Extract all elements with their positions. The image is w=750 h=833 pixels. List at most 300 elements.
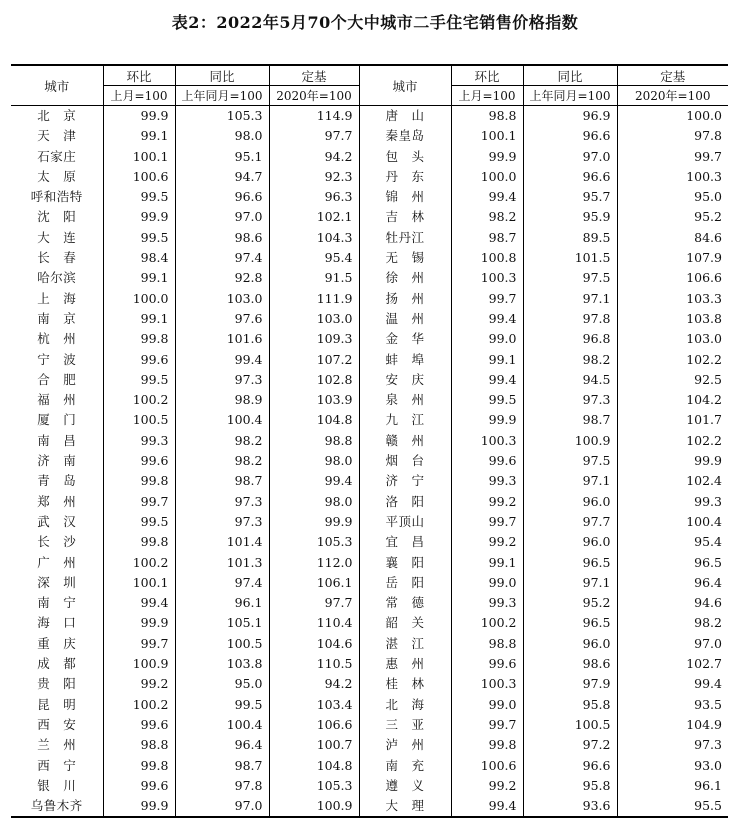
- mom-value-right: 100.3: [451, 431, 523, 451]
- mom-value-left: 99.4: [103, 593, 175, 613]
- fixed-value-left: 94.2: [269, 147, 359, 167]
- fixed-value-left: 97.7: [269, 126, 359, 146]
- city-name-right: 襄 阳: [359, 553, 451, 573]
- yoy-base-left: 上年同月=100: [175, 86, 269, 106]
- mom-value-left: 99.1: [103, 126, 175, 146]
- mom-value-left: 99.9: [103, 106, 175, 127]
- city-name-right: 扬 州: [359, 289, 451, 309]
- yoy-value-left: 96.6: [175, 187, 269, 207]
- yoy-value-right: 97.0: [523, 147, 617, 167]
- fixed-value-right: 102.7: [686, 656, 722, 672]
- yoy-value-left: 98.2: [175, 451, 269, 471]
- mom-value-right: 99.3: [451, 593, 523, 613]
- fixed-value-right: 95.5: [617, 796, 728, 817]
- city-name-right: 徐 州: [359, 268, 451, 288]
- mom-value-left: 100.2: [103, 553, 175, 573]
- yoy-value-right: 97.1: [523, 471, 617, 491]
- mom-value-right: 99.0: [451, 573, 523, 593]
- fixed-value-left: 104.8: [269, 756, 359, 776]
- table-row: [11, 350, 728, 370]
- city-name-right: 烟 台: [359, 451, 451, 471]
- yoy-value-left: 97.4: [175, 248, 269, 268]
- mom-value-left: 98.4: [103, 248, 175, 268]
- city-name-right: 九 江: [359, 410, 451, 430]
- table-row: [11, 390, 728, 410]
- city-header-right: 城市: [359, 65, 451, 106]
- mom-value-left: 99.8: [103, 329, 175, 349]
- city-name-left: 西 安: [11, 715, 103, 735]
- mom-value-left: 99.8: [103, 532, 175, 552]
- yoy-value-left: 95.1: [175, 147, 269, 167]
- fixed-value-right: 94.6: [694, 595, 722, 611]
- fixed-value-left: 110.5: [269, 654, 359, 674]
- table-row: [11, 512, 728, 532]
- city-name-left: 海 口: [11, 613, 103, 633]
- mom-value-left: 99.8: [103, 756, 175, 776]
- city-name-left: 宁 波: [11, 350, 103, 370]
- city-name-right: 丹 东: [359, 167, 451, 187]
- mom-value-right: 99.9: [451, 147, 523, 167]
- fixed-value-right: 95.0: [694, 189, 722, 205]
- mom-header-left: 环比: [103, 65, 175, 86]
- mom-value-right: 99.7: [451, 512, 523, 532]
- fixed-value-left: 95.4: [269, 248, 359, 268]
- table-body: [11, 106, 728, 818]
- city-name-right: 赣 州: [359, 431, 451, 451]
- mom-value-left: 99.5: [103, 512, 175, 532]
- yoy-value-left: 95.0: [175, 674, 269, 694]
- fixed-value-left: 114.9: [269, 106, 359, 127]
- fixed-value-right: 99.4: [694, 676, 722, 692]
- mom-value-right: 99.0: [451, 695, 523, 715]
- yoy-value-right: 96.5: [523, 613, 617, 633]
- mom-value-left: 100.2: [103, 695, 175, 715]
- fixed-value-right: 99.7: [694, 148, 722, 164]
- fixed-value-left: 96.3: [269, 187, 359, 207]
- mom-value-right: 99.2: [451, 532, 523, 552]
- mom-value-left: 99.9: [103, 207, 175, 227]
- table-row: [11, 654, 728, 674]
- yoy-value-left: 100.5: [175, 634, 269, 654]
- mom-value-left: 99.8: [103, 471, 175, 491]
- city-name-right: 大 理: [359, 796, 451, 817]
- table-row: [11, 634, 728, 654]
- table-row: [11, 106, 728, 127]
- fixed-value-right: 96.4: [694, 574, 722, 590]
- table-title: 表2：2022年5月70个大中城市二手住宅销售价格指数: [171, 13, 579, 32]
- table-row: [11, 329, 728, 349]
- fixed-value-right: 96.5: [694, 554, 722, 570]
- mom-value-right: 100.2: [451, 613, 523, 633]
- mom-value-left: 98.8: [103, 735, 175, 755]
- mom-value-right: 98.7: [451, 228, 523, 248]
- mom-value-left: 99.6: [103, 715, 175, 735]
- fixed-value-right: 95.2: [694, 209, 722, 225]
- mom-value-left: 100.1: [103, 573, 175, 593]
- yoy-value-left: 98.2: [175, 431, 269, 451]
- mom-value-right: 100.8: [451, 248, 523, 268]
- mom-value-left: 99.5: [103, 187, 175, 207]
- fixed-value-left: 91.5: [269, 268, 359, 288]
- yoy-value-right: 95.2: [523, 593, 617, 613]
- city-name-left: 乌鲁木齐: [11, 796, 103, 817]
- city-name-right: 锦 州: [359, 187, 451, 207]
- mom-value-right: 98.2: [451, 207, 523, 227]
- city-name-left: 哈尔滨: [11, 268, 103, 288]
- yoy-value-right: 96.0: [523, 532, 617, 552]
- mom-value-right: 98.8: [451, 106, 523, 127]
- city-name-right: 温 州: [359, 309, 451, 329]
- city-name-right: 惠 州: [359, 654, 451, 674]
- fixed-value-right: 100.3: [686, 168, 722, 184]
- yoy-value-right: 98.7: [523, 410, 617, 430]
- mom-value-left: 99.6: [103, 776, 175, 796]
- fixed-value-right: 101.7: [686, 412, 722, 428]
- city-name-right: 秦皇岛: [359, 126, 451, 146]
- fixed-header-left: 定基: [269, 65, 359, 86]
- city-name-left: 贵 阳: [11, 674, 103, 694]
- yoy-value-left: 99.5: [175, 695, 269, 715]
- yoy-value-right: 101.5: [523, 248, 617, 268]
- yoy-value-right: 96.5: [523, 553, 617, 573]
- city-name-right: 北 海: [359, 695, 451, 715]
- yoy-value-left: 98.6: [175, 228, 269, 248]
- mom-value-right: 99.4: [451, 796, 523, 817]
- yoy-value-right: 98.2: [523, 350, 617, 370]
- mom-value-right: 99.4: [451, 309, 523, 329]
- city-header-left: 城市: [11, 65, 103, 106]
- mom-value-right: 99.1: [451, 350, 523, 370]
- city-name-left: 厦 门: [11, 410, 103, 430]
- yoy-value-right: 96.0: [523, 634, 617, 654]
- mom-value-left: 100.5: [103, 410, 175, 430]
- fixed-value-right: 93.0: [694, 757, 722, 773]
- city-name-left: 银 川: [11, 776, 103, 796]
- fixed-value-left: 100.7: [269, 735, 359, 755]
- fixed-value-left: 103.9: [269, 390, 359, 410]
- city-name-right: 韶 关: [359, 613, 451, 633]
- fixed-value-left: 102.8: [269, 370, 359, 390]
- mom-value-left: 100.0: [103, 289, 175, 309]
- city-name-left: 长 春: [11, 248, 103, 268]
- mom-value-right: 100.6: [451, 756, 523, 776]
- mom-value-right: 100.1: [451, 126, 523, 146]
- fixed-value-left: 103.4: [269, 695, 359, 715]
- yoy-value-left: 97.3: [175, 492, 269, 512]
- city-name-left: 济 南: [11, 451, 103, 471]
- table-row: [11, 756, 728, 776]
- yoy-value-left: 97.6: [175, 309, 269, 329]
- table-row: [11, 553, 728, 573]
- yoy-value-left: 99.4: [175, 350, 269, 370]
- yoy-value-left: 98.7: [175, 756, 269, 776]
- city-name-right: 牡丹江: [359, 228, 451, 248]
- yoy-value-left: 96.4: [175, 735, 269, 755]
- fixed-value-right: 100.0: [686, 108, 722, 123]
- table-row: [11, 593, 728, 613]
- yoy-value-right: 97.8: [523, 309, 617, 329]
- city-name-right: 蚌 埠: [359, 350, 451, 370]
- mom-value-right: 99.2: [451, 492, 523, 512]
- yoy-value-right: 97.5: [523, 268, 617, 288]
- city-name-left: 大 连: [11, 228, 103, 248]
- city-name-right: 泉 州: [359, 390, 451, 410]
- fixed-value-right: 102.2: [686, 351, 722, 367]
- table-row: [11, 431, 728, 451]
- fixed-header-right: 定基: [617, 65, 728, 86]
- yoy-value-right: 95.9: [523, 207, 617, 227]
- table-row: [11, 289, 728, 309]
- fixed-value-right: 103.8: [686, 310, 722, 326]
- city-name-right: 安 庆: [359, 370, 451, 390]
- table-row: [11, 410, 728, 430]
- fixed-value-left: 98.0: [269, 451, 359, 471]
- yoy-value-left: 103.8: [175, 654, 269, 674]
- fixed-value-right: 97.8: [694, 128, 722, 144]
- table-row: [11, 695, 728, 715]
- table-row: [11, 268, 728, 288]
- fixed-value-right: 84.6: [694, 229, 722, 245]
- yoy-value-left: 94.7: [175, 167, 269, 187]
- yoy-value-left: 97.3: [175, 370, 269, 390]
- mom-value-left: 99.2: [103, 674, 175, 694]
- fixed-value-left: 98.0: [269, 492, 359, 512]
- fixed-value-right: 103.3: [686, 290, 722, 306]
- city-name-left: 南 宁: [11, 593, 103, 613]
- fixed-value-left: 105.3: [269, 532, 359, 552]
- mom-value-right: 99.4: [451, 370, 523, 390]
- mom-value-right: 99.5: [451, 390, 523, 410]
- yoy-value-left: 96.1: [175, 593, 269, 613]
- mom-value-left: 99.6: [103, 350, 175, 370]
- fixed-value-left: 104.8: [269, 410, 359, 430]
- table-row: [11, 613, 728, 633]
- fixed-value-right: 97.3: [694, 737, 722, 753]
- table-row: [11, 471, 728, 491]
- fixed-value-right: 99.9: [694, 453, 722, 469]
- fixed-value-left: 99.9: [269, 512, 359, 532]
- city-name-left: 青 岛: [11, 471, 103, 491]
- mom-value-right: 99.0: [451, 329, 523, 349]
- mom-value-right: 100.0: [451, 167, 523, 187]
- fixed-value-left: 104.3: [269, 228, 359, 248]
- mom-value-left: 100.1: [103, 147, 175, 167]
- table-row: [11, 532, 728, 552]
- city-name-right: 平顶山: [359, 512, 451, 532]
- mom-value-left: 99.7: [103, 492, 175, 512]
- fixed-value-left: 112.0: [269, 553, 359, 573]
- yoy-value-right: 96.8: [523, 329, 617, 349]
- table-row: [11, 776, 728, 796]
- fixed-value-left: 97.7: [269, 593, 359, 613]
- mom-value-right: 99.3: [451, 471, 523, 491]
- city-name-right: 三 亚: [359, 715, 451, 735]
- fixed-value-left: 106.6: [269, 715, 359, 735]
- yoy-value-right: 100.9: [523, 431, 617, 451]
- city-name-right: 无 锡: [359, 248, 451, 268]
- fixed-value-right: 107.9: [686, 250, 722, 266]
- fixed-value-left: 92.3: [269, 167, 359, 187]
- table-row: [11, 735, 728, 755]
- table-row: [11, 187, 728, 207]
- mom-value-right: 98.8: [451, 634, 523, 654]
- fixed-value-right: 100.4: [686, 513, 722, 529]
- mom-value-left: 99.9: [103, 613, 175, 633]
- city-name-left: 上 海: [11, 289, 103, 309]
- yoy-value-right: 97.7: [523, 512, 617, 532]
- city-name-left: 郑 州: [11, 492, 103, 512]
- city-name-right: 遵 义: [359, 776, 451, 796]
- mom-value-left: 99.9: [103, 796, 175, 817]
- yoy-value-right: 95.7: [523, 187, 617, 207]
- yoy-value-left: 103.0: [175, 289, 269, 309]
- mom-value-right: 100.3: [451, 674, 523, 694]
- mom-value-right: 99.9: [451, 410, 523, 430]
- city-name-right: 洛 阳: [359, 492, 451, 512]
- mom-value-left: 99.7: [103, 634, 175, 654]
- city-name-left: 兰 州: [11, 735, 103, 755]
- table-row: [11, 715, 728, 735]
- yoy-value-right: 100.5: [523, 715, 617, 735]
- city-name-right: 济 宁: [359, 471, 451, 491]
- city-name-right: 宜 昌: [359, 532, 451, 552]
- fixed-value-right: 106.6: [686, 270, 722, 286]
- table-row: [11, 248, 728, 268]
- city-name-left: 呼和浩特: [11, 187, 103, 207]
- mom-value-right: 99.6: [451, 451, 523, 471]
- fixed-value-left: 104.6: [269, 634, 359, 654]
- city-name-left: 沈 阳: [11, 207, 103, 227]
- yoy-value-right: 96.9: [523, 106, 617, 127]
- fixed-value-right: 96.1: [694, 777, 722, 793]
- yoy-value-left: 97.0: [175, 207, 269, 227]
- table-row: [11, 573, 728, 593]
- yoy-value-right: 97.2: [523, 735, 617, 755]
- city-name-left: 杭 州: [11, 329, 103, 349]
- fixed-value-left: 106.1: [269, 573, 359, 593]
- fixed-value-left: 99.4: [269, 471, 359, 491]
- yoy-value-left: 105.1: [175, 613, 269, 633]
- mom-value-left: 99.1: [103, 309, 175, 329]
- table-row: [11, 796, 728, 817]
- yoy-value-left: 98.0: [175, 126, 269, 146]
- fixed-value-left: 102.1: [269, 207, 359, 227]
- yoy-value-left: 98.7: [175, 471, 269, 491]
- yoy-value-left: 97.8: [175, 776, 269, 796]
- mom-value-left: 100.9: [103, 654, 175, 674]
- fixed-value-right: 103.0: [686, 331, 722, 347]
- city-name-left: 太 原: [11, 167, 103, 187]
- mom-value-right: 99.6: [451, 654, 523, 674]
- fixed-value-right: 98.2: [694, 615, 722, 631]
- yoy-value-right: 97.1: [523, 573, 617, 593]
- table-row: [11, 492, 728, 512]
- yoy-value-right: 93.6: [523, 796, 617, 817]
- city-name-right: 泸 州: [359, 735, 451, 755]
- yoy-value-right: 89.5: [523, 228, 617, 248]
- city-name-left: 南 昌: [11, 431, 103, 451]
- city-name-right: 桂 林: [359, 674, 451, 694]
- city-name-right: 唐 山: [359, 106, 451, 127]
- mom-base-right: 上月=100: [451, 86, 523, 106]
- mom-value-right: 99.4: [451, 187, 523, 207]
- yoy-value-right: 96.0: [523, 492, 617, 512]
- city-name-left: 广 州: [11, 553, 103, 573]
- mom-value-right: 99.1: [451, 553, 523, 573]
- fixed-value-left: 111.9: [269, 289, 359, 309]
- yoy-value-left: 97.3: [175, 512, 269, 532]
- table-row: [11, 370, 728, 390]
- city-name-left: 重 庆: [11, 634, 103, 654]
- mom-value-left: 100.2: [103, 390, 175, 410]
- yoy-value-left: 98.9: [175, 390, 269, 410]
- table-row: [11, 451, 728, 471]
- fixed-base-right: 2020年=100: [617, 86, 728, 106]
- yoy-value-right: 94.5: [523, 370, 617, 390]
- mom-value-left: 99.6: [103, 451, 175, 471]
- city-name-left: 福 州: [11, 390, 103, 410]
- yoy-value-right: 95.8: [523, 695, 617, 715]
- mom-value-right: 99.8: [451, 735, 523, 755]
- city-name-right: 包 头: [359, 147, 451, 167]
- city-name-right: 湛 江: [359, 634, 451, 654]
- city-name-left: 合 肥: [11, 370, 103, 390]
- fixed-value-left: 105.3: [269, 776, 359, 796]
- fixed-value-left: 94.2: [269, 674, 359, 694]
- yoy-value-right: 98.6: [523, 654, 617, 674]
- city-name-left: 石家庄: [11, 147, 103, 167]
- fixed-value-right: 104.2: [686, 392, 722, 408]
- yoy-value-left: 101.3: [175, 553, 269, 573]
- city-name-left: 长 沙: [11, 532, 103, 552]
- yoy-header-right: 同比: [523, 65, 617, 86]
- fixed-value-right: 93.5: [694, 696, 722, 712]
- city-name-right: 金 华: [359, 329, 451, 349]
- yoy-base-right: 上年同月=100: [523, 86, 617, 106]
- city-name-right: 南 充: [359, 756, 451, 776]
- fixed-value-right: 102.4: [686, 473, 722, 489]
- yoy-value-left: 101.4: [175, 532, 269, 552]
- yoy-value-right: 97.9: [523, 674, 617, 694]
- mom-value-left: 99.3: [103, 431, 175, 451]
- table-row: [11, 228, 728, 248]
- fixed-value-right: 97.0: [694, 635, 722, 651]
- yoy-value-left: 97.4: [175, 573, 269, 593]
- yoy-value-right: 96.6: [523, 126, 617, 146]
- fixed-value-right: 92.5: [694, 371, 722, 387]
- city-name-left: 成 都: [11, 654, 103, 674]
- yoy-value-left: 100.4: [175, 410, 269, 430]
- mom-base-left: 上月=100: [103, 86, 175, 106]
- yoy-value-right: 96.6: [523, 167, 617, 187]
- mom-value-left: 99.1: [103, 268, 175, 288]
- city-name-left: 西 宁: [11, 756, 103, 776]
- fixed-value-right: 104.9: [686, 716, 722, 732]
- yoy-value-left: 105.3: [175, 106, 269, 127]
- yoy-value-right: 95.8: [523, 776, 617, 796]
- fixed-value-left: 110.4: [269, 613, 359, 633]
- city-name-right: 吉 林: [359, 207, 451, 227]
- fixed-value-right: 99.3: [694, 493, 722, 509]
- table-row: [11, 309, 728, 329]
- city-name-right: 常 德: [359, 593, 451, 613]
- fixed-value-right: 102.2: [686, 432, 722, 448]
- yoy-header-left: 同比: [175, 65, 269, 86]
- fixed-base-left: 2020年=100: [269, 86, 359, 106]
- mom-header-right: 环比: [451, 65, 523, 86]
- fixed-value-right: 95.4: [694, 534, 722, 550]
- city-name-right: 岳 阳: [359, 573, 451, 593]
